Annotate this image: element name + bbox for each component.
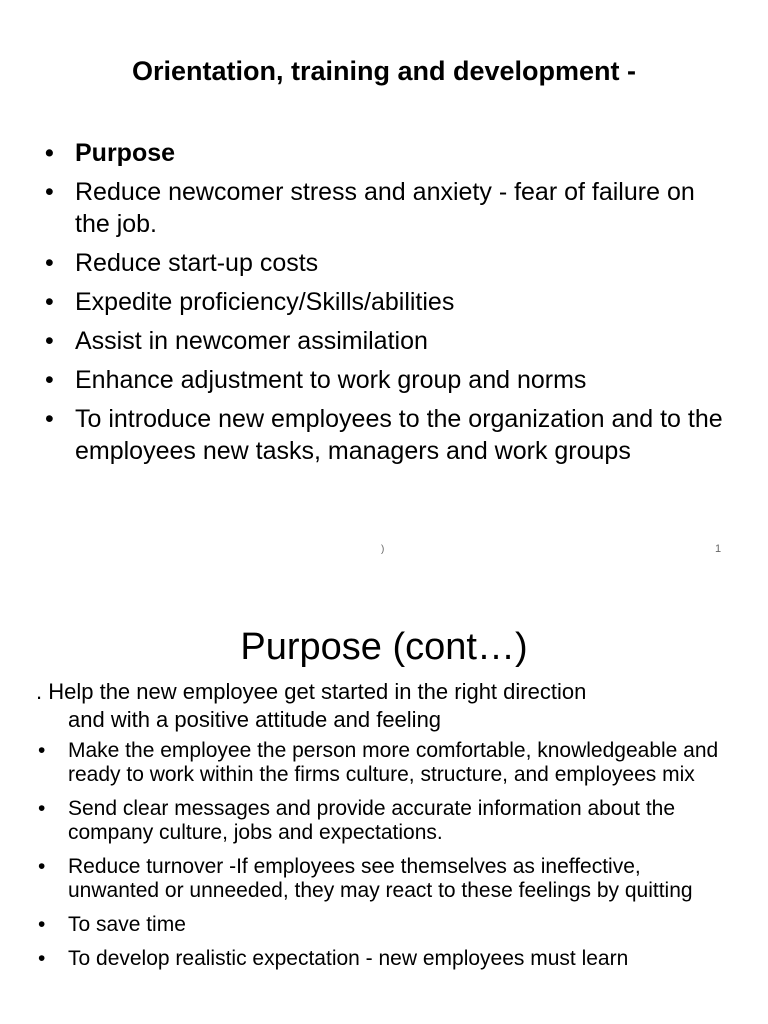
slide-1-title: Orientation, training and development - <box>131 56 637 86</box>
bullet-icon: • <box>38 855 46 878</box>
list-item <box>45 137 725 169</box>
intro-continuation: and with a positive attitude and feeling <box>68 707 442 732</box>
slide-2-title: Purpose (cont…) <box>240 626 528 668</box>
bullet-text: Enhance adjustment to work group and norms <box>75 366 587 394</box>
bullet-icon: • <box>45 405 54 433</box>
bullet-text: To develop realistic expectation - new employees must learn <box>68 947 629 970</box>
bullet-text: Reduce turnover -If employees see themselves as ineffective, unwanted or unneeded, they may react to these feelings by quitting <box>68 855 693 902</box>
list-item <box>45 364 725 396</box>
bullet-text: Make the employee the person more comfortable, knowledgeable and ready to work within the firms culture, structure, and employees mix <box>68 739 719 786</box>
bullet-icon: • <box>45 249 54 277</box>
page-number: 1 <box>715 543 722 555</box>
list-item <box>45 403 725 467</box>
slide-1-bullet-list <box>45 137 725 474</box>
bullet-text: Purpose <box>75 139 176 167</box>
bullet-icon: • <box>38 797 46 820</box>
list-item <box>38 913 728 937</box>
list-item <box>38 739 728 787</box>
list-item <box>38 797 728 845</box>
bullet-text: Reduce newcomer stress and anxiety - fear of failure on the job. <box>75 178 695 238</box>
bullet-icon: • <box>45 178 54 206</box>
bullet-text: Send clear messages and provide accurate information about the company culture, jobs and expectations. <box>68 797 676 844</box>
bullet-text: To save time <box>68 913 186 936</box>
bullet-text: Assist in newcomer assimilation <box>75 327 428 355</box>
bullet-icon: • <box>45 366 54 394</box>
list-item <box>45 286 725 318</box>
footer-mark: ) <box>381 544 385 555</box>
bullet-icon: • <box>38 947 46 970</box>
bullet-icon: • <box>45 327 54 355</box>
bullet-icon: • <box>38 739 46 762</box>
list-item <box>45 247 725 279</box>
intro-line: . Help the new employee get started in the right direction <box>36 679 587 704</box>
bullet-icon: • <box>38 913 46 936</box>
slide-2-bullet-list <box>38 739 728 981</box>
bullet-text: Reduce start-up costs <box>75 249 319 277</box>
intro-paragraph <box>36 678 736 734</box>
slide-2 <box>0 576 768 1024</box>
list-item <box>38 947 728 971</box>
bullet-icon: • <box>45 139 54 167</box>
list-item <box>45 325 725 357</box>
bullet-icon: • <box>45 288 54 316</box>
list-item <box>38 855 728 903</box>
list-item <box>45 176 725 240</box>
bullet-text: Expedite proficiency/Skills/abilities <box>75 288 455 316</box>
bullet-text: To introduce new employees to the organization and to the employees new tasks, managers and work groups <box>75 405 723 465</box>
